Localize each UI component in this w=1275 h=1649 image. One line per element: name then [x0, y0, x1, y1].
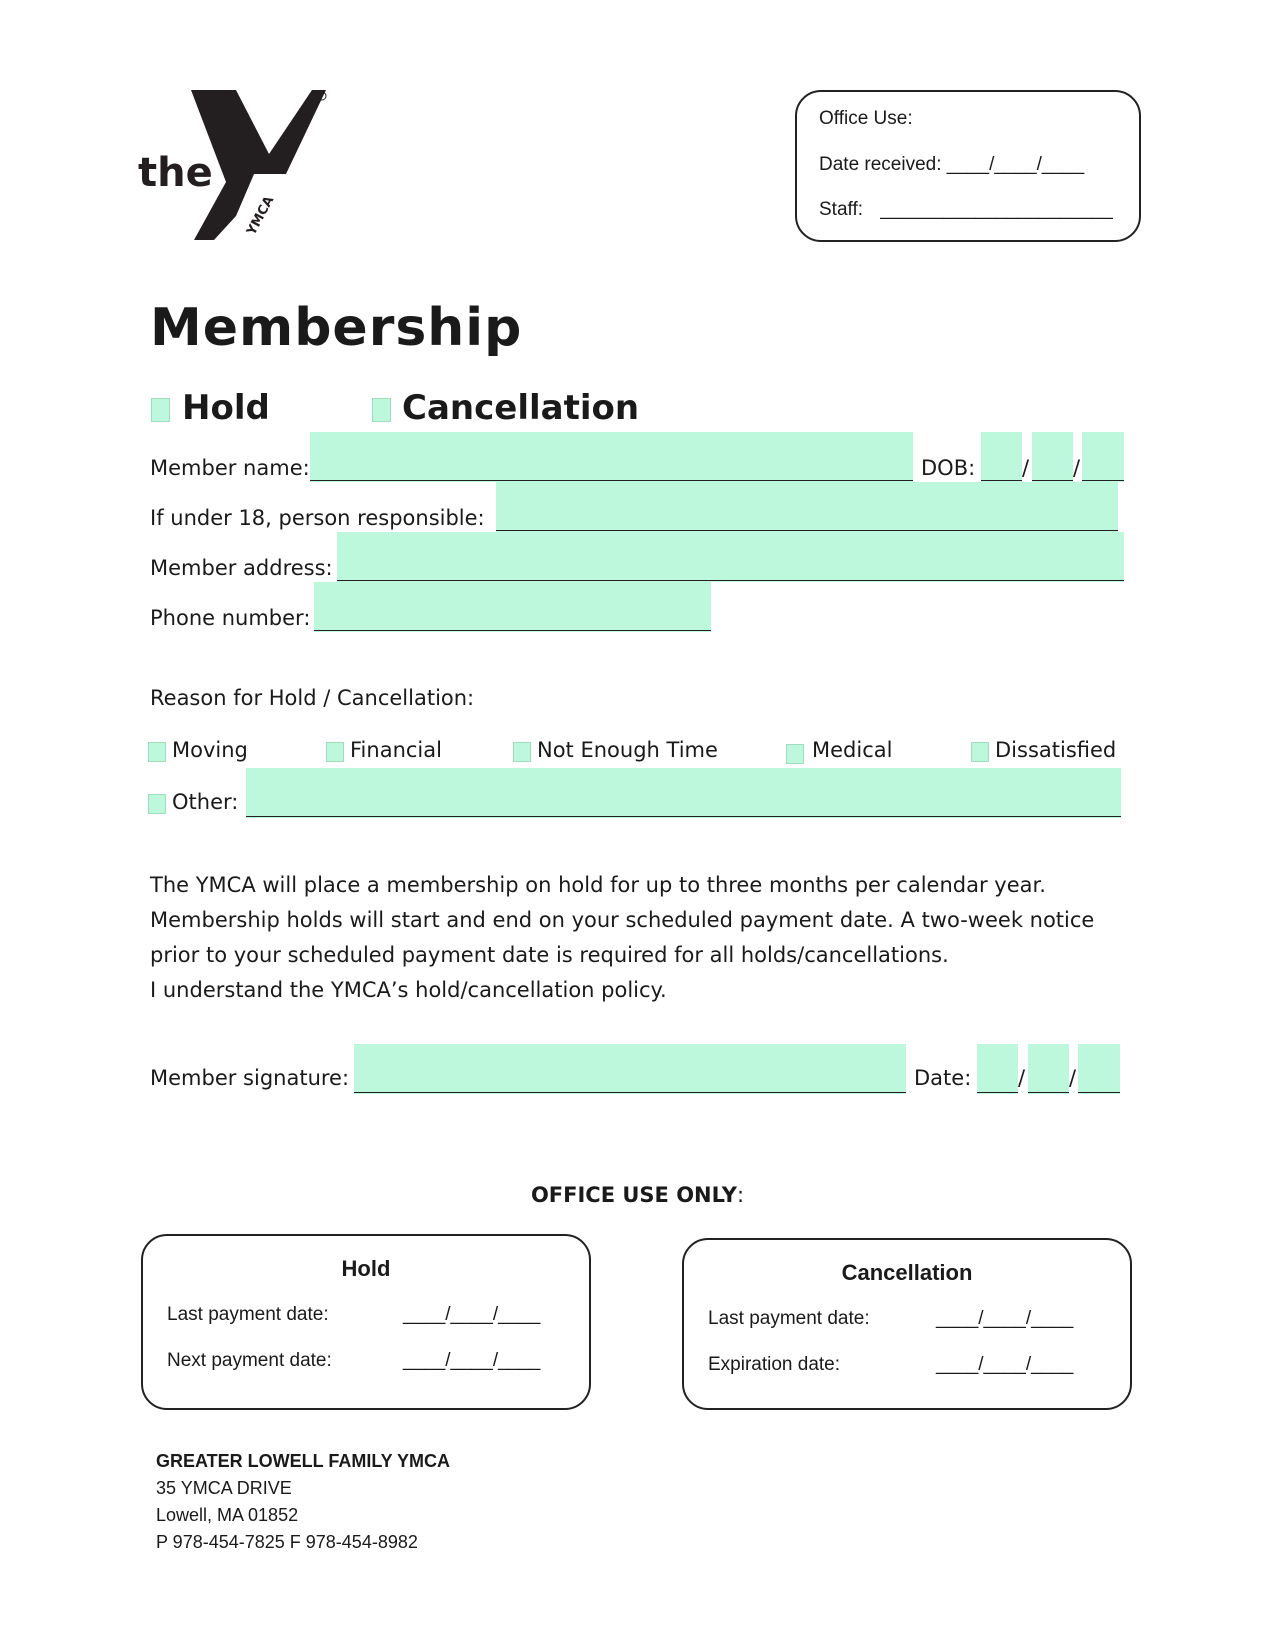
date-received-label: Date received:	[819, 154, 942, 175]
hold-next-payment-blank: ____/____/____	[403, 1350, 541, 1371]
phone-field[interactable]	[314, 582, 711, 632]
financial-checkbox[interactable]	[326, 742, 344, 762]
moving-label: Moving	[172, 738, 248, 762]
hold-checkbox[interactable]	[151, 398, 170, 422]
policy-line: I understand the YMCA’s hold/cancellation policy.	[150, 978, 667, 1002]
responsible-label: If under 18, person responsible:	[150, 506, 485, 530]
policy-line: Membership holds will start and end on your scheduled payment date. A two-week notice	[150, 908, 1095, 932]
hold-last-payment-blank: ____/____/____	[403, 1304, 541, 1325]
moving-checkbox[interactable]	[148, 742, 166, 762]
signature-day-field[interactable]	[1028, 1044, 1069, 1094]
other-checkbox[interactable]	[148, 794, 166, 814]
footer-phones: P 978-454-7825 F 978-454-8982	[156, 1532, 418, 1552]
policy-text	[150, 868, 1150, 1008]
reason-heading: Reason for Hold / Cancellation:	[150, 686, 475, 710]
hold-label: Hold	[182, 388, 270, 428]
dob-month-field[interactable]	[981, 432, 1022, 482]
hold-last-payment-label: Last payment date:	[167, 1304, 329, 1325]
medical-label: Medical	[812, 738, 893, 762]
hold-panel-title: Hold	[341, 1256, 391, 1281]
cancel-last-payment-blank: ____/____/____	[936, 1308, 1074, 1329]
dissatisfied-label: Dissatisfied	[995, 738, 1117, 762]
footer-address	[156, 1448, 450, 1556]
logo-word: the	[138, 150, 213, 196]
signature-label: Member signature:	[150, 1066, 350, 1090]
staff-blank: ______________________	[880, 199, 1113, 220]
staff-label: Staff:	[819, 199, 864, 220]
signature-field[interactable]	[354, 1044, 906, 1094]
dob-day-field[interactable]	[1032, 432, 1073, 482]
policy-line: The YMCA will place a membership on hold for up to three months per calendar year.	[150, 873, 1046, 897]
dissatisfied-checkbox[interactable]	[971, 742, 989, 762]
address-field[interactable]	[337, 532, 1124, 582]
ymca-logo	[136, 86, 336, 246]
other-field[interactable]	[246, 768, 1121, 818]
responsible-field[interactable]	[496, 482, 1118, 532]
hold-next-payment-label: Next payment date:	[167, 1350, 332, 1371]
address-label: Member address:	[150, 556, 333, 580]
not-enough-time-checkbox[interactable]	[513, 742, 531, 762]
date-received-blank: ____/____/____	[946, 154, 1085, 175]
phone-label: Phone number:	[150, 606, 311, 630]
signature-year-field[interactable]	[1078, 1044, 1120, 1094]
member-name-line	[310, 480, 913, 481]
footer-street: 35 YMCA DRIVE	[156, 1478, 292, 1498]
cancellation-panel-title: Cancellation	[841, 1260, 973, 1285]
dob-label: DOB:	[921, 456, 976, 480]
policy-line: prior to your scheduled payment date is required for all holds/cancellations.	[150, 943, 949, 967]
hold-panel	[141, 1234, 591, 1410]
cancel-expiration-blank: ____/____/____	[936, 1354, 1074, 1375]
member-name-label: Member name:	[150, 456, 310, 480]
signature-date-label: Date:	[914, 1066, 972, 1090]
dob-year-field[interactable]	[1082, 432, 1124, 482]
cancellation-checkbox[interactable]	[372, 398, 391, 422]
not-enough-time-label: Not Enough Time	[537, 738, 718, 762]
medical-checkbox[interactable]	[786, 744, 804, 764]
cancellation-panel	[682, 1238, 1132, 1410]
other-label: Other:	[172, 790, 239, 814]
signature-month-field[interactable]	[977, 1044, 1018, 1094]
page-title: Membership	[150, 298, 523, 358]
cancel-last-payment-label: Last payment date:	[708, 1308, 870, 1329]
cancellation-label: Cancellation	[402, 388, 640, 428]
footer-org: GREATER LOWELL FAMILY YMCA	[156, 1451, 451, 1471]
member-name-field[interactable]	[310, 432, 913, 482]
footer-city: Lowell, MA 01852	[156, 1505, 299, 1525]
office-use-only-heading: OFFICE USE ONLY:	[530, 1183, 745, 1207]
office-use-heading: Office Use:	[819, 108, 913, 129]
cancel-expiration-label: Expiration date:	[708, 1354, 841, 1375]
logo-letter: YMCA	[244, 193, 278, 238]
financial-label: Financial	[350, 738, 442, 762]
office-use-box	[795, 90, 1141, 242]
